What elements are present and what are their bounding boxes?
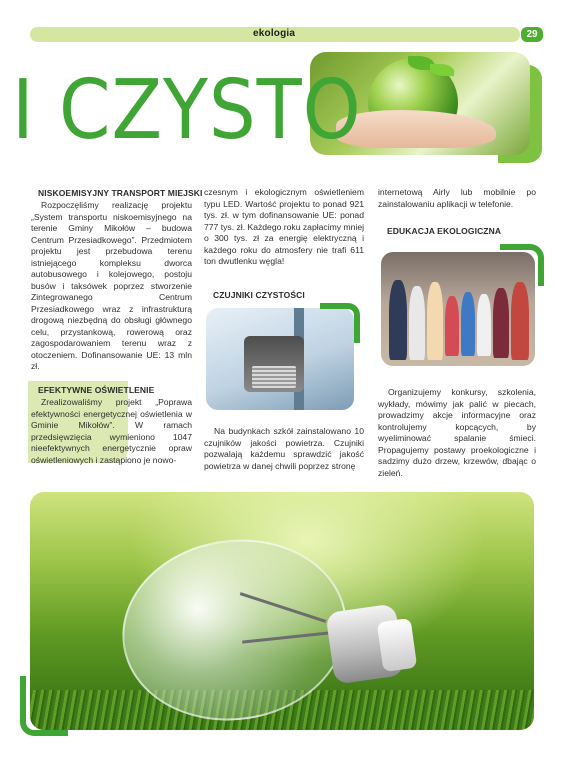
bulb-cap xyxy=(377,618,418,672)
person-figure xyxy=(493,288,509,358)
heading-lighting: EFEKTYWNE OŚWIETLENIE xyxy=(38,385,155,395)
section-label: ekologia xyxy=(253,28,296,39)
person-figure xyxy=(477,294,491,356)
group-accent-frame xyxy=(500,244,544,286)
person-figure xyxy=(461,292,475,356)
page-number: 29 xyxy=(521,27,543,42)
person-figure xyxy=(409,286,425,360)
heading-transport: NISKOEMISYJNY TRANSPORT MIEJSKI xyxy=(38,188,203,198)
paragraph-sensors: Na budynkach szkół zainstalowano 10 czujników jakości powietrza. Czujniki pozwalają każdemu sprawdzić jakość powietrza w danej chwili poprzez stronę xyxy=(204,426,364,471)
paragraph-airly: internetową Airly lub mobilnie po zainstalowaniu aplikacji w telefonie. xyxy=(378,187,536,209)
page-title: I CZYSTO xyxy=(12,63,362,158)
paragraph-education: Organizujemy konkursy, szkolenia, wykłady, mówimy jak palić w piecach, prowadzimy akcje informacyjne oraz kontrolujemy kopcących, by wyeliminować spalanie śmieci. Propagujemy postawy proekologiczne i sadzimy dużo drzew, krzewów, dbając o zieleń. xyxy=(378,387,536,478)
person-figure xyxy=(511,282,529,360)
paragraph-lighting: Zrealizowaliśmy projekt „Poprawa efektywności energetycznej oświetlenia w Gminie Mikołów”. W ramach przedsięwzięcia wymieniono 1047 nieefektywnych energetycznie opraw oświetleniowych i zastąpiono je nowo- xyxy=(31,397,192,465)
paragraph-led: czesnym i ekologicznym oświetleniem typu LED. Wartość projektu to ponad 921 tys. zł. w tym dofinansowanie UE: ponad 777 tys. zł. Każdego roku zapłacimy mniej o 300 tys. zł za energię elektryczną i każdego roku do atmosfery nie trafi 611 ton dwutlenku węgla! xyxy=(204,187,365,266)
paragraph-transport: Rozpoczęliśmy realizację projektu „System transportu niskoemisyjnego na terenie Gminy Mikołów – budowa Centrum Przesiadkowego”. Przedmiotem projektu jest przebudowa terenu istniejącego kompleksu dworca autobusowego i kolejowego, postoju busów i taksówek poprzez stworzenie Zintegrowanego Centrum Przesiadkowego wraz z infrastrukturą drogową niezbędną do obsługi głównego celu, przystankową, rowerową oraz zagospodarowaniem terenu wraz z otoczeniem. Dofinansowanie UE: 13 mln zł. xyxy=(31,200,192,371)
sensor-grill xyxy=(252,366,296,388)
person-figure xyxy=(389,280,407,360)
heading-education: EDUKACJA EKOLOGICZNA xyxy=(387,226,502,236)
person-figure xyxy=(427,282,443,360)
bottom-accent-frame xyxy=(20,676,68,736)
sensor-accent-frame xyxy=(320,303,360,343)
heading-sensors: CZUJNIKI CZYSTOŚCI xyxy=(213,290,305,300)
person-figure xyxy=(445,296,459,356)
